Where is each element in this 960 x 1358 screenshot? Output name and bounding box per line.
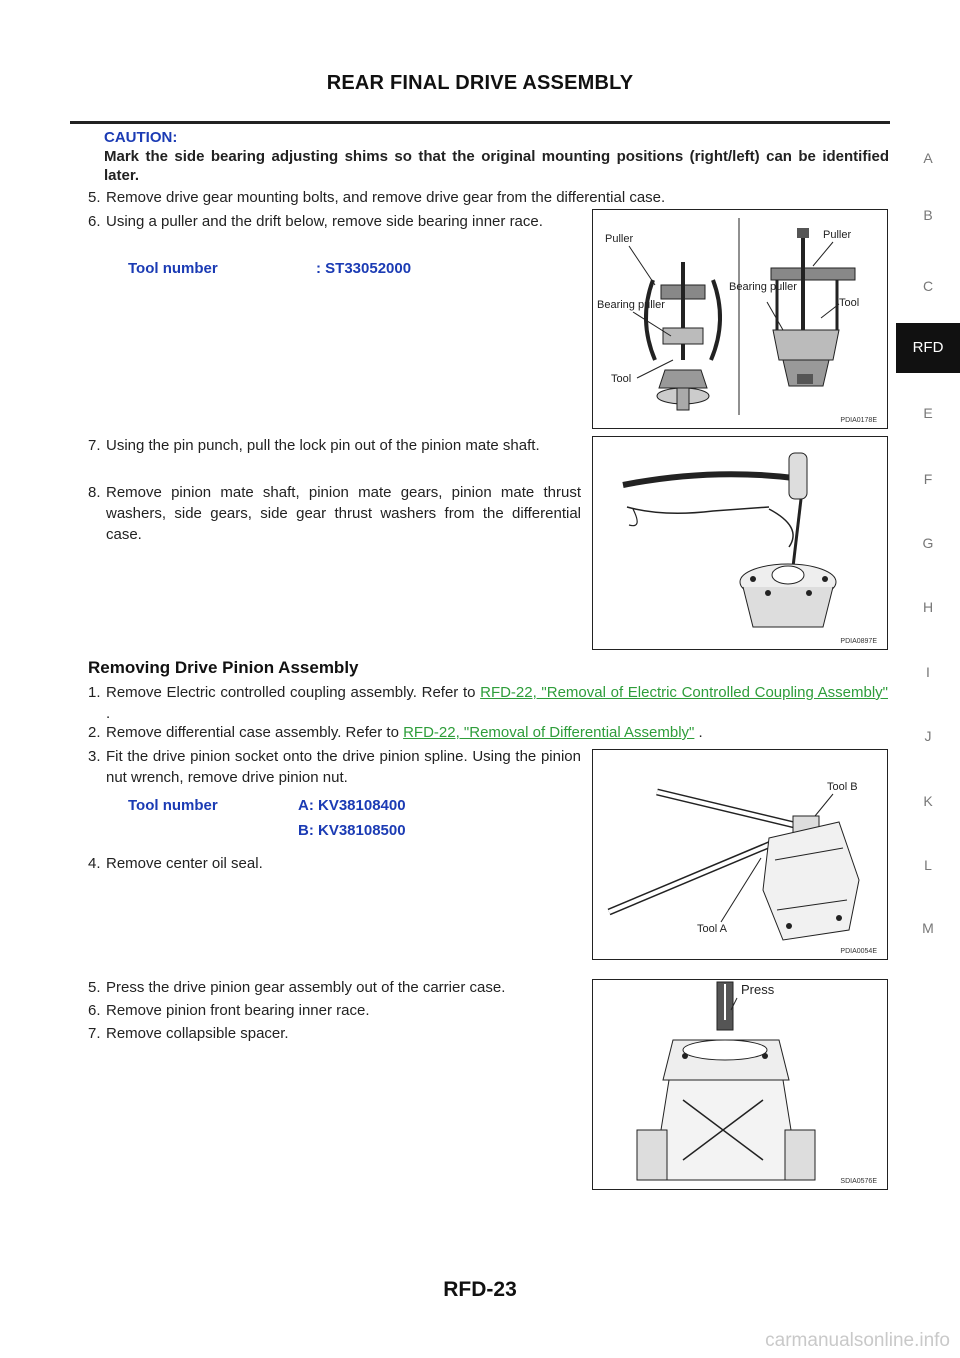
tool-number-value: : ST33052000 [316, 260, 412, 277]
link-removal-differential[interactable]: RFD-22, "Removal of Differential Assembly" [403, 724, 695, 741]
label-bearing-puller-right: Bearing puller [729, 281, 797, 293]
tab-b[interactable]: B [923, 207, 933, 223]
tool-number-label: Tool number [128, 260, 218, 277]
section-tabs [896, 0, 960, 1358]
wrench-illustration [593, 750, 887, 959]
tab-m[interactable]: M [922, 920, 934, 936]
step-text [106, 722, 888, 743]
step-number: 8. [88, 484, 101, 501]
tab-l[interactable]: L [924, 857, 932, 873]
label-tool-left: Tool [611, 373, 632, 385]
figure-code: PDIA0178E [840, 417, 877, 424]
figure-pinion-nut-wrench [592, 749, 888, 960]
tab-c[interactable]: C [922, 278, 934, 294]
puller-illustration [593, 210, 887, 428]
step-number: 7. [88, 437, 101, 454]
step-text: Remove pinion front bearing inner race. [106, 1002, 370, 1019]
caution-heading: CAUTION: [104, 129, 178, 146]
label-tool-right: Tool [839, 297, 860, 309]
pin-punch-illustration [593, 437, 887, 649]
page-number: RFD-23 [443, 1278, 517, 1301]
step-number: 4. [88, 855, 101, 872]
header-divider [70, 121, 890, 124]
caution-text: Mark the side bearing adjusting shims so that the original mounting positions (right/left) can be identified later. [104, 148, 889, 184]
step-text-lead: Remove Electric controlled coupling assembly. Refer to [106, 684, 481, 701]
step-number: 1. [88, 684, 101, 701]
tool-number-value-a: A: KV38108400 [298, 797, 406, 814]
step-number: 3. [88, 748, 101, 765]
step-number: 6. [88, 1002, 101, 1019]
watermark: carmanualsonline.info [765, 1330, 950, 1351]
label-tool-a: Tool A [697, 923, 727, 935]
step-number: 7. [88, 1025, 101, 1042]
link-removal-electric-coupling[interactable]: RFD-22, "Removal of Electric Controlled Coupling Assembly" [480, 684, 888, 701]
figure-code: SDIA0576E [840, 1178, 877, 1185]
label-puller-right: Puller [823, 229, 852, 241]
label-puller-left: Puller [605, 233, 634, 245]
step-1-remove-coupling [88, 682, 888, 724]
step-number: 2. [88, 724, 101, 741]
tab-h[interactable]: H [922, 599, 934, 615]
tab-i[interactable]: I [926, 664, 930, 680]
figure-pin-punch [592, 436, 888, 650]
tab-k[interactable]: K [923, 793, 933, 809]
figure-press-pinion [592, 979, 888, 1190]
step-text: Remove drive gear mounting bolts, and remove drive gear from the differential case. [106, 189, 666, 206]
step-text: Using the pin punch, pull the lock pin out of the pinion mate shaft. [106, 437, 540, 454]
figure-code: PDIA0054E [840, 948, 877, 955]
label-press: Press [741, 982, 775, 997]
step-text: Remove collapsible spacer. [106, 1025, 289, 1042]
figure-side-bearing-puller [592, 209, 888, 429]
step-text-lead: Remove differential case assembly. Refer to [106, 724, 404, 741]
section-heading: Removing Drive Pinion Assembly [88, 658, 359, 677]
step-text: Using a puller and the drift below, remove side bearing inner race. [106, 213, 543, 230]
tab-rfd-active[interactable]: RFD [896, 323, 960, 373]
label-tool-b: Tool B [827, 781, 858, 793]
step-text-end: . [694, 724, 703, 741]
step-number: 6. [88, 213, 101, 230]
step-text: Press the drive pinion gear assembly out of the carrier case. [106, 979, 506, 996]
press-illustration [593, 980, 887, 1189]
step-text [106, 682, 888, 724]
step-number: 5. [88, 189, 101, 206]
step-number: 5. [88, 979, 101, 996]
tab-g[interactable]: G [922, 535, 934, 551]
tool-number-value-b: B: KV38108500 [298, 822, 406, 839]
tab-j[interactable]: J [924, 728, 932, 744]
step-text-end: . [106, 705, 111, 722]
tab-a[interactable]: A [923, 150, 933, 166]
label-bearing-puller-left: Bearing puller [597, 299, 665, 311]
tab-e[interactable]: E [923, 405, 933, 421]
page-title: REAR FINAL DRIVE ASSEMBLY [326, 72, 634, 94]
figure-code: PDIA0897E [840, 638, 877, 645]
step-text: Fit the drive pinion socket onto the drive pinion spline. Using the pinion nut wrench, remove drive pinion nut. [106, 748, 581, 786]
tab-f[interactable]: F [923, 471, 933, 487]
step-text: Remove center oil seal. [106, 855, 263, 872]
step-text: Remove pinion mate shaft, pinion mate gears, pinion mate thrust washers, side gears, side gear thrust washers from the differential case. [106, 484, 581, 543]
tool-number-label: Tool number [128, 797, 218, 814]
